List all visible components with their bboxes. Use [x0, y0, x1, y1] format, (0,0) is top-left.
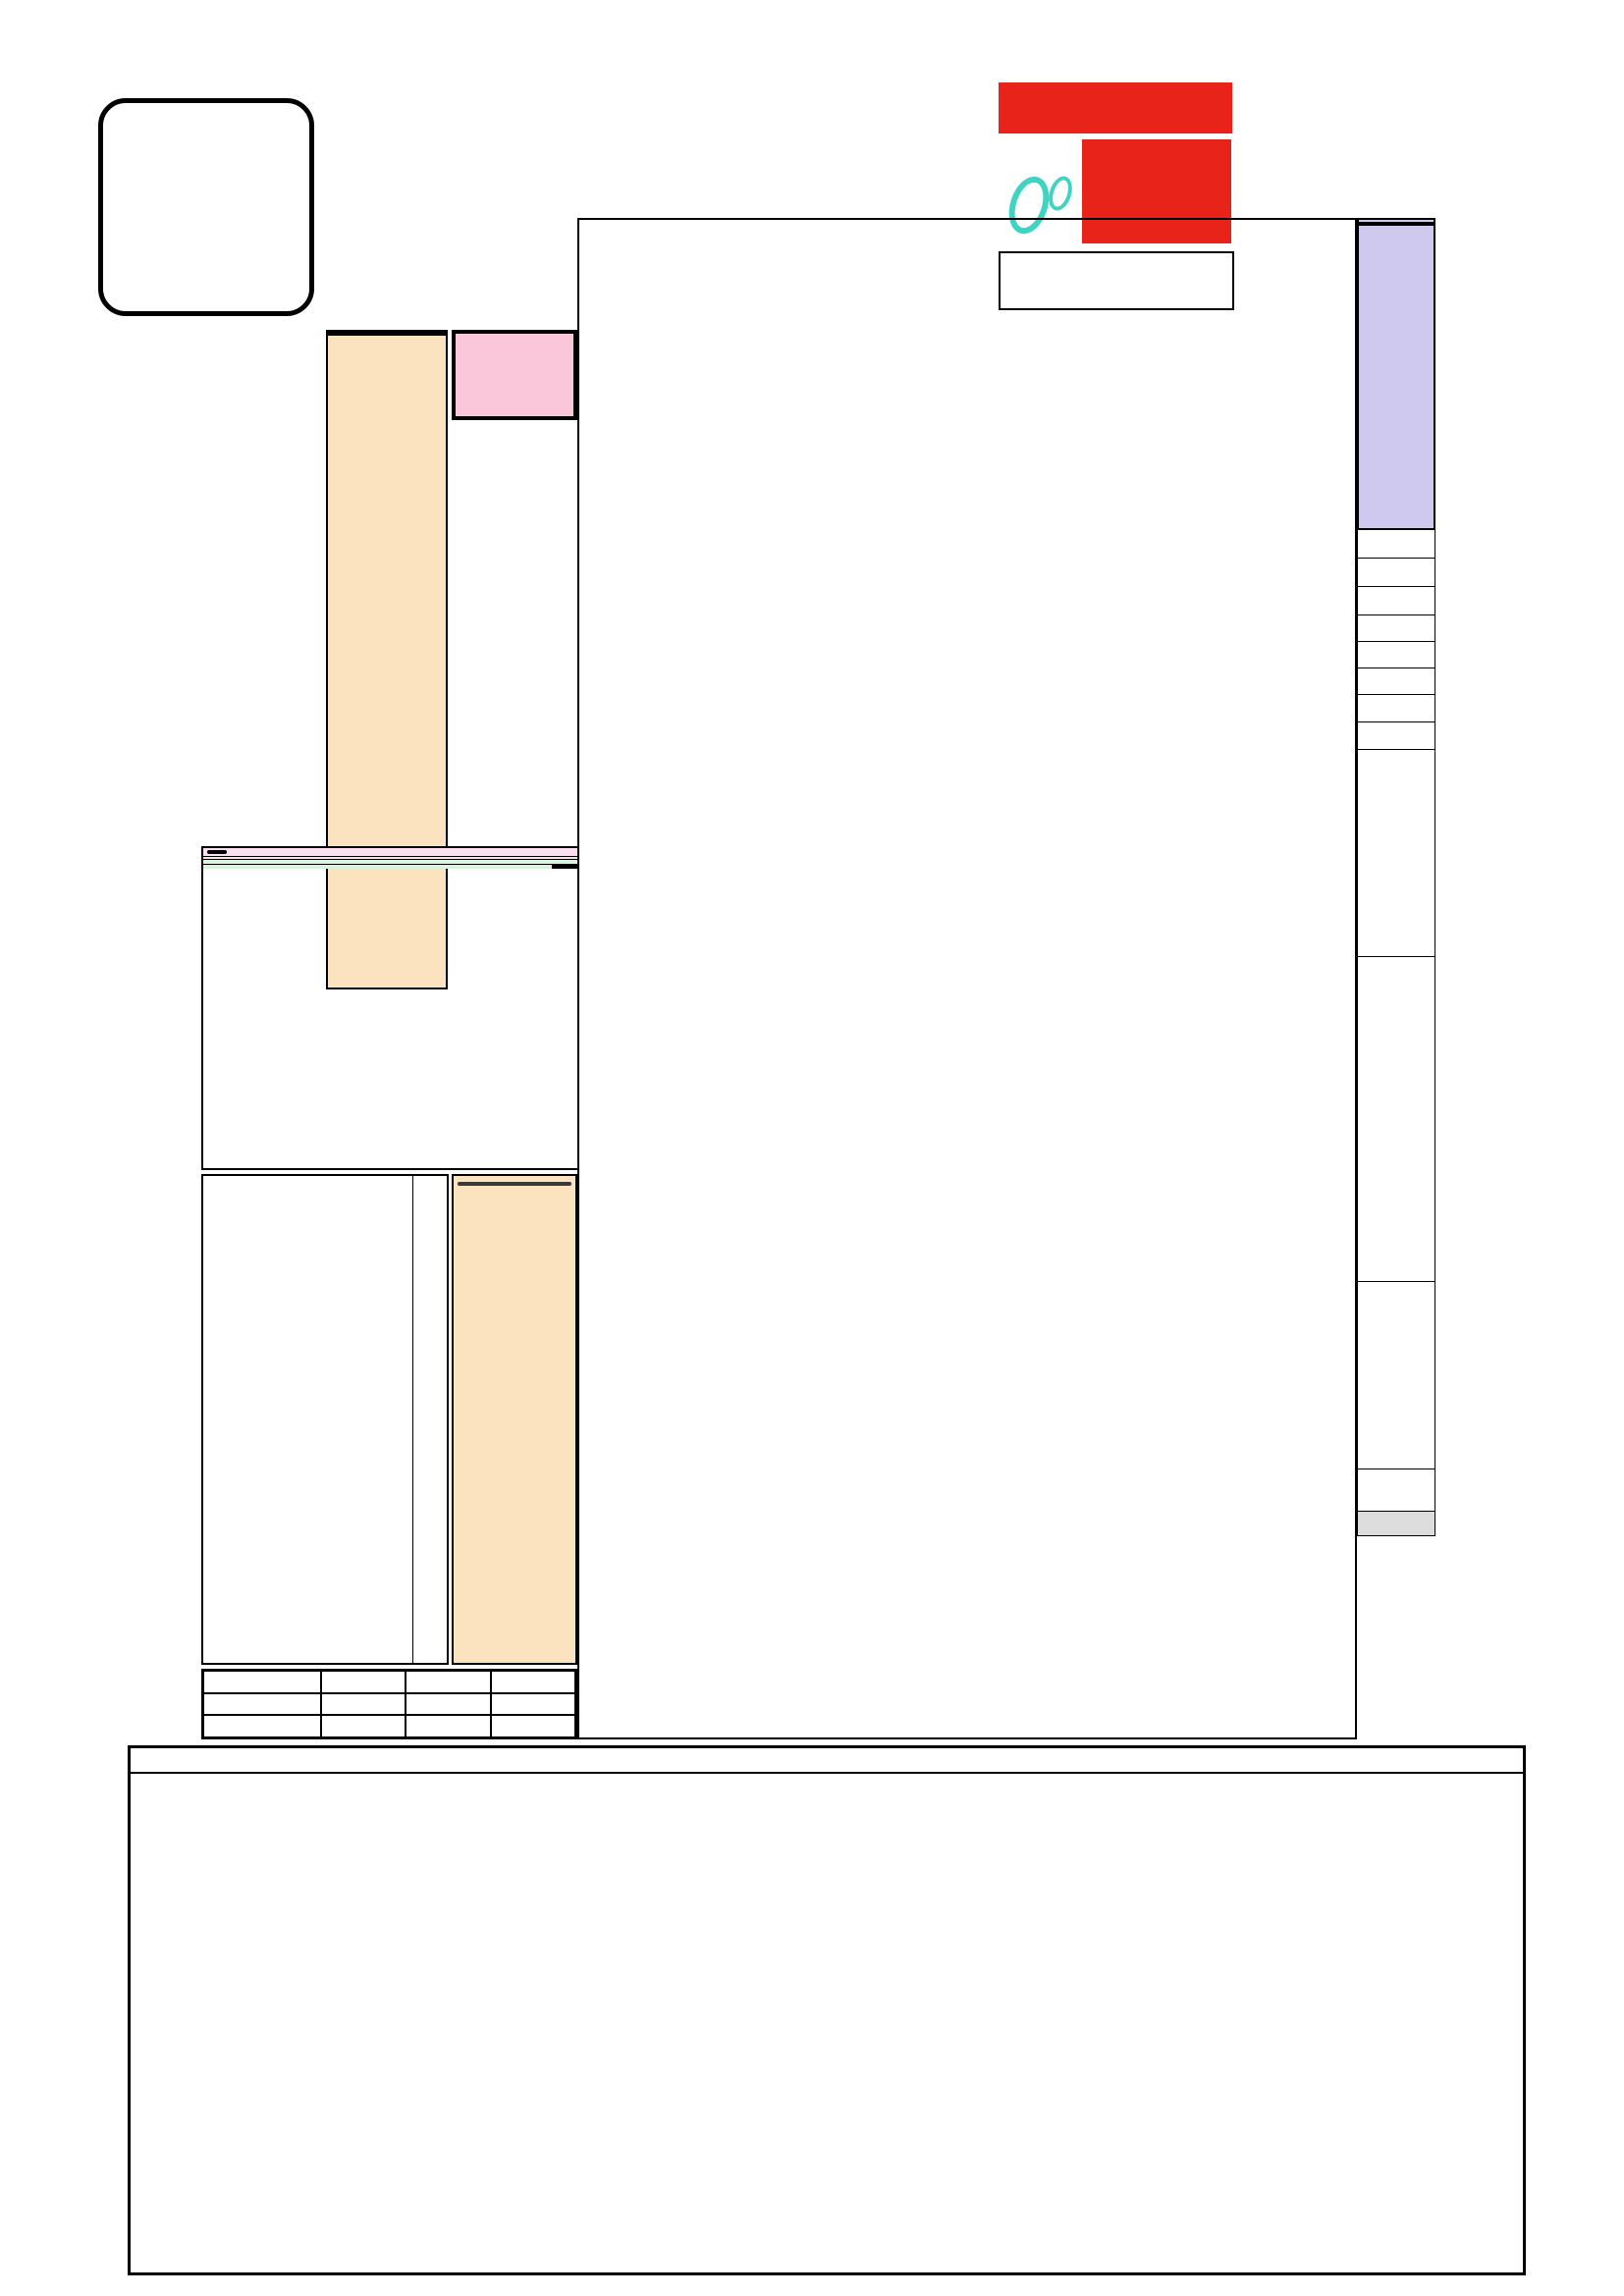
h2h-col [491, 1671, 575, 1693]
results-header [131, 1748, 1523, 1774]
h2h-value [321, 1693, 406, 1716]
power-columns [203, 1176, 412, 1663]
race-number-box [1357, 218, 1435, 530]
ellipse-icon [1045, 173, 1076, 213]
bhj-label [1357, 1469, 1435, 1512]
row-label-column [1357, 218, 1435, 1739]
row-label [1357, 559, 1435, 587]
h2h-value [406, 1715, 490, 1737]
accident-report [98, 228, 155, 1150]
row-label [1357, 587, 1435, 615]
aux-label-column [1439, 1188, 1522, 1739]
tactics-comment [454, 1192, 575, 1604]
race-venue [1359, 222, 1434, 226]
speed-headline [452, 330, 577, 420]
back-formation [203, 865, 577, 869]
field-size-banner [552, 865, 577, 869]
race-label [131, 1748, 264, 1772]
h2h-row-label [203, 1715, 321, 1737]
back-label [203, 865, 227, 869]
row-label [1357, 530, 1435, 559]
start-time-block [1357, 750, 1435, 957]
total-power-rank-table [201, 1174, 449, 1665]
h2h-value [491, 1693, 575, 1716]
prize-block [1357, 1282, 1435, 1469]
results-title [264, 1748, 1523, 1772]
h2h-value [491, 1715, 575, 1737]
row-label [1357, 722, 1435, 750]
h2h-value [321, 1715, 406, 1737]
development-title [207, 850, 227, 854]
confidence-label [328, 332, 446, 336]
back-lines [227, 865, 552, 869]
h2h-col [321, 1671, 406, 1693]
row-label [1357, 642, 1435, 668]
row-label [1357, 695, 1435, 722]
h2h-row-label [203, 1693, 321, 1716]
h2h-value [406, 1693, 490, 1716]
h2h-col [406, 1671, 490, 1693]
h2h-header [203, 1671, 321, 1693]
results-table [128, 1745, 1526, 2275]
race-development [201, 846, 579, 1170]
head-to-head-table [201, 1669, 577, 1739]
rider-table [577, 218, 1357, 1739]
row-label [1357, 668, 1435, 695]
row-label [1357, 615, 1435, 642]
tactics-title [458, 1182, 571, 1186]
usage-note [1567, 1119, 1620, 2287]
development-header [203, 848, 577, 857]
power-labels [412, 1176, 447, 1663]
website-url[interactable] [999, 82, 1232, 133]
tactics-box [452, 1174, 577, 1665]
kimarite-label [1357, 1512, 1435, 1536]
advance-rule [1357, 957, 1435, 1282]
